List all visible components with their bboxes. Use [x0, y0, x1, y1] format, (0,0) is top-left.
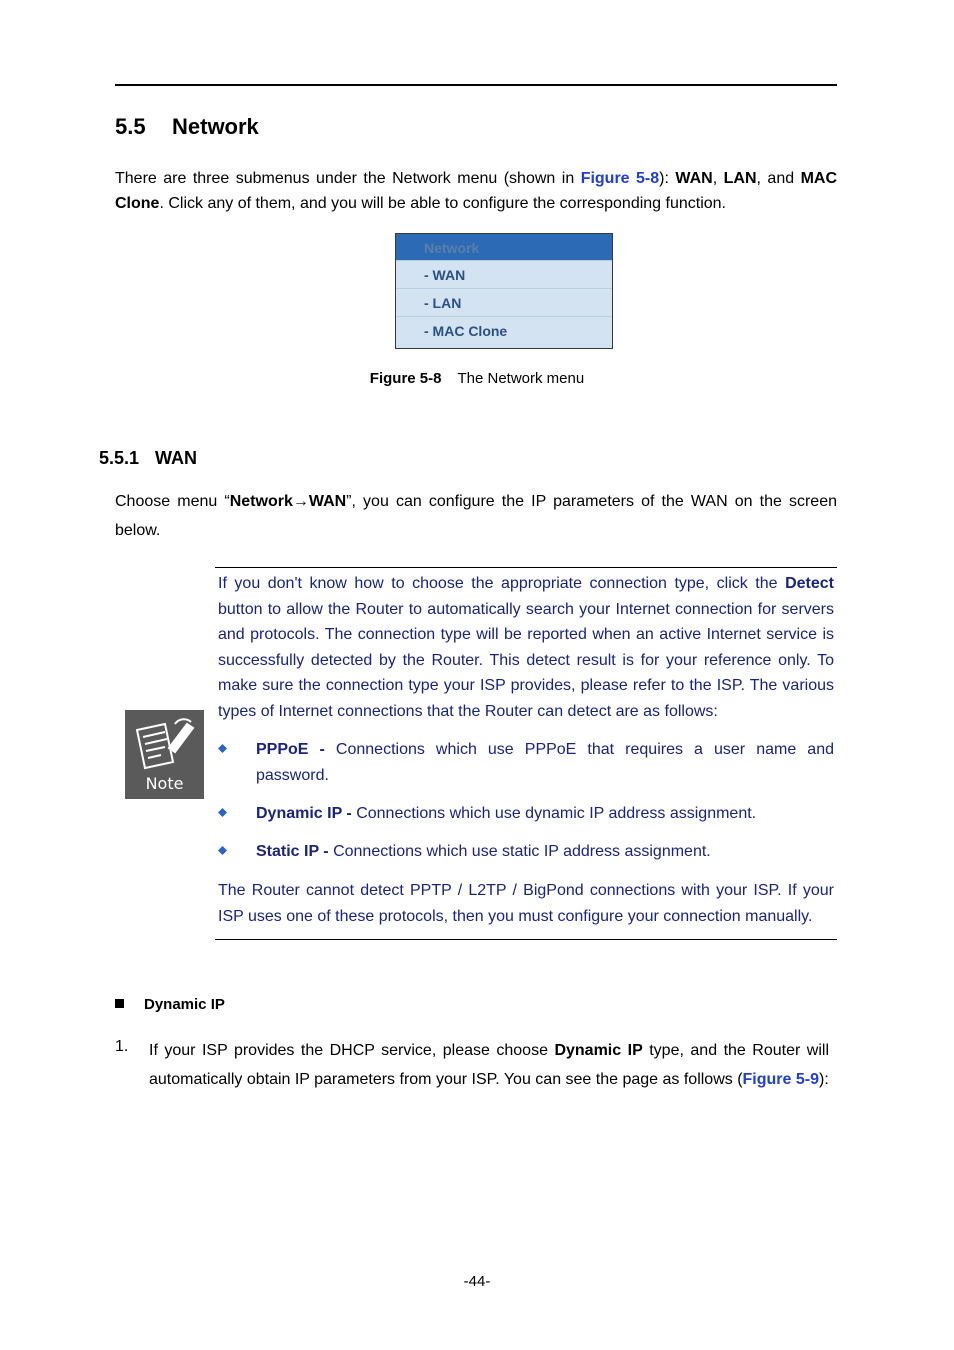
dynamic-ip-term: Dynamic IP — [554, 1042, 643, 1059]
menu-item-lan[interactable]: - LAN — [396, 288, 612, 316]
mac-clone-term: MAC Clone — [115, 170, 838, 212]
list-item — [149, 1036, 829, 1094]
note-bullet — [218, 839, 834, 865]
note-bullet — [218, 737, 834, 789]
intro-text: , — [712, 170, 724, 187]
note-bullet — [218, 801, 834, 827]
figure-link[interactable]: Figure 5-8 — [580, 170, 660, 187]
diamond-bullet-icon — [218, 846, 227, 855]
bullet-desc: Connections which use static IP address assignment. — [333, 843, 711, 860]
bullet-desc: Connections which use dynamic IP address assignment. — [356, 805, 757, 822]
wan-term: WAN — [675, 170, 713, 187]
intro-text: . Click any of them, and you will be able to configure the corresponding function. — [159, 195, 726, 212]
header-rule — [115, 84, 837, 86]
diamond-bullet-icon — [218, 808, 227, 817]
subsection-number: 5.5.1 — [99, 448, 140, 468]
list-item-number: 1. — [115, 1038, 129, 1055]
intro-paragraph — [115, 166, 837, 216]
note-text: If you don't know how to choose the appropriate connection type, click the — [218, 575, 786, 592]
menu-item-wan[interactable]: - WAN — [396, 260, 612, 288]
subsection-heading — [99, 448, 197, 469]
dynamic-ip-heading — [115, 996, 225, 1013]
bullet-term: Static IP - — [256, 843, 334, 860]
choose-text: ”, you can configure the IP parameters of the WAN on the screen below. — [115, 493, 838, 539]
choose-text: Choose menu “ — [115, 493, 230, 510]
note-paragraph — [218, 571, 834, 725]
figure-link[interactable]: Figure 5-9 — [742, 1071, 819, 1088]
note-paragraph-2: The Router cannot detect PPTP / L2TP / BigPond connections with your ISP. If your ISP uses one of these protocols, then you must configure your connection manually. — [218, 882, 834, 925]
dynamic-ip-heading-text: Dynamic IP — [144, 996, 225, 1013]
lan-term: LAN — [723, 170, 757, 187]
list-text: If your ISP provides the DHCP service, please choose — [149, 1042, 555, 1059]
list-text: type, and the Router will automatically obtain IP parameters from your ISP. You can see the page as follows ( — [149, 1042, 830, 1088]
figure-caption — [0, 370, 954, 387]
list-text: ): — [819, 1071, 829, 1088]
caption-label: Figure 5-8 — [369, 370, 442, 387]
intro-text: ): — [659, 170, 676, 187]
note-text: button to allow the Router to automatically search your Internet connection for servers and protocols. The connection type will be reported when an active Internet service is successfully detected by the Router. This detect result is for your reference only. To make sure the connection type your ISP provides, please refer to the ISP. The various types of Internet connections that the Router can detect are as follows: — [218, 600, 834, 720]
note-icon-label: Note — [145, 774, 184, 793]
choose-menu-paragraph — [115, 487, 837, 545]
menu-header-network[interactable]: Network — [396, 234, 612, 260]
diamond-bullet-icon — [218, 744, 227, 753]
note-bottom-rule — [215, 939, 837, 940]
menu-path: Network→WAN — [229, 493, 347, 510]
intro-text: , and — [756, 170, 801, 187]
square-bullet-icon — [115, 999, 124, 1008]
page-number: -44- — [463, 1273, 491, 1290]
menu-item-mac-clone[interactable]: - MAC Clone — [396, 316, 612, 344]
network-menu — [395, 233, 613, 349]
caption-text: The Network menu — [457, 370, 585, 387]
bullet-desc: Connections which use PPPoE that requires a user name and password. — [256, 741, 834, 784]
intro-text: There are three submenus under the Network menu (shown in — [115, 170, 581, 187]
detect-term: Detect — [785, 575, 834, 592]
note-top-rule — [215, 567, 837, 568]
subsection-title: WAN — [155, 448, 197, 468]
section-title: Network — [172, 114, 259, 139]
bullet-term: Dynamic IP - — [256, 805, 357, 822]
section-heading — [115, 114, 259, 140]
note-icon — [125, 710, 204, 799]
bullet-term: PPPoE - — [256, 741, 336, 758]
section-number: 5.5 — [115, 114, 146, 139]
